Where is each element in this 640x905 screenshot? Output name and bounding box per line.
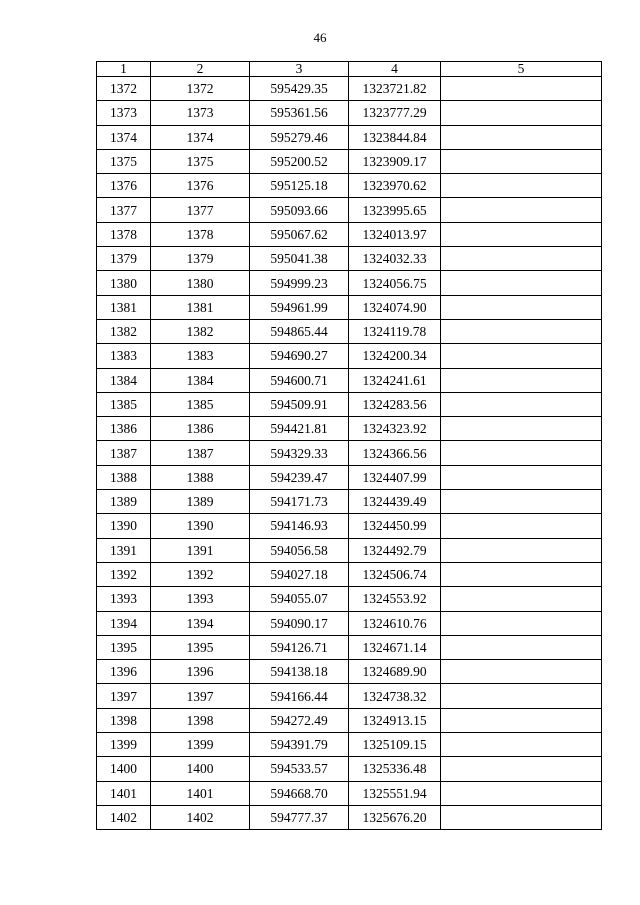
table-cell-col-4: 1325336.48 xyxy=(349,757,441,781)
table-cell-col-5 xyxy=(441,538,602,562)
table-row xyxy=(97,805,602,829)
table-cell-col-3: 594600.71 xyxy=(250,368,349,392)
table-cell-col-4: 1324407.99 xyxy=(349,465,441,489)
table-cell-col-5 xyxy=(441,319,602,343)
table-cell-col-1: 1383 xyxy=(97,344,151,368)
table-cell-col-4: 1323995.65 xyxy=(349,198,441,222)
table-cell-col-3: 594329.33 xyxy=(250,441,349,465)
table-cell-col-5 xyxy=(441,247,602,271)
table-row xyxy=(97,417,602,441)
table-cell-col-2: 1390 xyxy=(151,514,250,538)
table-cell-col-1: 1391 xyxy=(97,538,151,562)
table-cell-col-2: 1376 xyxy=(151,174,250,198)
table-cell-col-4: 1324013.97 xyxy=(349,222,441,246)
table-cell-col-2: 1396 xyxy=(151,660,250,684)
table-cell-col-4: 1325551.94 xyxy=(349,781,441,805)
table-cell-col-2: 1381 xyxy=(151,295,250,319)
table-cell-col-4: 1324439.49 xyxy=(349,490,441,514)
table-cell-col-3: 594668.70 xyxy=(250,781,349,805)
table-cell-col-1: 1402 xyxy=(97,805,151,829)
table-cell-col-2: 1373 xyxy=(151,101,250,125)
table-cell-col-1: 1399 xyxy=(97,733,151,757)
table-cell-col-5 xyxy=(441,781,602,805)
table-cell-col-5 xyxy=(441,465,602,489)
table-cell-col-1: 1393 xyxy=(97,587,151,611)
table-cell-col-5 xyxy=(441,490,602,514)
table-cell-col-3: 594690.27 xyxy=(250,344,349,368)
table-row xyxy=(97,125,602,149)
table-cell-col-3: 595361.56 xyxy=(250,101,349,125)
table-cell-col-4: 1324283.56 xyxy=(349,392,441,416)
table-cell-col-5 xyxy=(441,514,602,538)
table-cell-col-5 xyxy=(441,149,602,173)
table-cell-col-4: 1323909.17 xyxy=(349,149,441,173)
table-cell-col-2: 1402 xyxy=(151,805,250,829)
table-cell-col-4: 1325676.20 xyxy=(349,805,441,829)
table-cell-col-2: 1399 xyxy=(151,733,250,757)
table-cell-col-2: 1394 xyxy=(151,611,250,635)
coordinates-table xyxy=(96,61,602,830)
table-row xyxy=(97,247,602,271)
table-cell-col-1: 1380 xyxy=(97,271,151,295)
table-cell-col-1: 1376 xyxy=(97,174,151,198)
table-cell-col-3: 595041.38 xyxy=(250,247,349,271)
table-cell-col-2: 1389 xyxy=(151,490,250,514)
table-cell-col-5 xyxy=(441,587,602,611)
table-cell-col-2: 1384 xyxy=(151,368,250,392)
table-cell-col-4: 1324366.56 xyxy=(349,441,441,465)
table-cell-col-2: 1398 xyxy=(151,708,250,732)
table-row xyxy=(97,101,602,125)
table-cell-col-4: 1324323.92 xyxy=(349,417,441,441)
table-cell-col-3: 594391.79 xyxy=(250,733,349,757)
table-cell-col-4: 1325109.15 xyxy=(349,733,441,757)
table-cell-col-5 xyxy=(441,757,602,781)
table-row xyxy=(97,77,602,101)
table-cell-col-2: 1397 xyxy=(151,684,250,708)
table-cell-col-4: 1323777.29 xyxy=(349,101,441,125)
table-cell-col-1: 1382 xyxy=(97,319,151,343)
table-cell-col-3: 595279.46 xyxy=(250,125,349,149)
table-row xyxy=(97,611,602,635)
table-cell-col-2: 1380 xyxy=(151,271,250,295)
table-cell-col-5 xyxy=(441,392,602,416)
table-cell-col-3: 594961.99 xyxy=(250,295,349,319)
table-row xyxy=(97,684,602,708)
table-cell-col-1: 1377 xyxy=(97,198,151,222)
table-cell-col-3: 595093.66 xyxy=(250,198,349,222)
table-row xyxy=(97,222,602,246)
table-cell-col-3: 594171.73 xyxy=(250,490,349,514)
table-row xyxy=(97,465,602,489)
table-cell-col-3: 594056.58 xyxy=(250,538,349,562)
table-cell-col-3: 594146.93 xyxy=(250,514,349,538)
table-cell-col-2: 1395 xyxy=(151,635,250,659)
table-cell-col-4: 1324074.90 xyxy=(349,295,441,319)
table-row xyxy=(97,514,602,538)
table-cell-col-3: 594138.18 xyxy=(250,660,349,684)
table-row xyxy=(97,660,602,684)
table-cell-col-4: 1324553.92 xyxy=(349,587,441,611)
table-cell-col-2: 1372 xyxy=(151,77,250,101)
table-cell-col-1: 1378 xyxy=(97,222,151,246)
table-cell-col-5 xyxy=(441,660,602,684)
table-cell-col-2: 1382 xyxy=(151,319,250,343)
table-cell-col-4: 1324913.15 xyxy=(349,708,441,732)
table-row xyxy=(97,562,602,586)
table-cell-col-4: 1324119.78 xyxy=(349,319,441,343)
table-cell-col-1: 1372 xyxy=(97,77,151,101)
table-cell-col-2: 1386 xyxy=(151,417,250,441)
table-cell-col-3: 594272.49 xyxy=(250,708,349,732)
table-row xyxy=(97,441,602,465)
table-row xyxy=(97,708,602,732)
table-cell-col-4: 1323721.82 xyxy=(349,77,441,101)
table-cell-col-3: 594090.17 xyxy=(250,611,349,635)
table-body xyxy=(97,77,602,830)
table-cell-col-3: 595429.35 xyxy=(250,77,349,101)
table-cell-col-1: 1386 xyxy=(97,417,151,441)
table-cell-col-1: 1394 xyxy=(97,611,151,635)
column-header-5: 5 xyxy=(441,62,602,77)
table-cell-col-5 xyxy=(441,222,602,246)
table-cell-col-4: 1323844.84 xyxy=(349,125,441,149)
table-cell-col-4: 1324056.75 xyxy=(349,271,441,295)
table-cell-col-2: 1400 xyxy=(151,757,250,781)
table-cell-col-5 xyxy=(441,125,602,149)
table-row xyxy=(97,174,602,198)
table-cell-col-2: 1378 xyxy=(151,222,250,246)
table-cell-col-3: 594421.81 xyxy=(250,417,349,441)
table-cell-col-5 xyxy=(441,77,602,101)
table-row xyxy=(97,635,602,659)
table-cell-col-5 xyxy=(441,562,602,586)
table-cell-col-5 xyxy=(441,635,602,659)
table-cell-col-1: 1384 xyxy=(97,368,151,392)
table-cell-col-1: 1396 xyxy=(97,660,151,684)
table-cell-col-2: 1383 xyxy=(151,344,250,368)
table-cell-col-1: 1389 xyxy=(97,490,151,514)
table-cell-col-2: 1385 xyxy=(151,392,250,416)
table-cell-col-4: 1323970.62 xyxy=(349,174,441,198)
table-row xyxy=(97,319,602,343)
table-row xyxy=(97,781,602,805)
table-cell-col-5 xyxy=(441,368,602,392)
table-row xyxy=(97,733,602,757)
table-cell-col-3: 594777.37 xyxy=(250,805,349,829)
table-cell-col-1: 1401 xyxy=(97,781,151,805)
table-row xyxy=(97,757,602,781)
table-cell-col-3: 594239.47 xyxy=(250,465,349,489)
table-cell-col-5 xyxy=(441,611,602,635)
table-cell-col-5 xyxy=(441,198,602,222)
table-cell-col-5 xyxy=(441,271,602,295)
table-cell-col-4: 1324032.33 xyxy=(349,247,441,271)
table-row xyxy=(97,587,602,611)
page-number: 46 xyxy=(313,30,327,45)
table-row xyxy=(97,392,602,416)
table-cell-col-2: 1377 xyxy=(151,198,250,222)
table-cell-col-1: 1375 xyxy=(97,149,151,173)
table-row xyxy=(97,198,602,222)
table-cell-col-3: 594166.44 xyxy=(250,684,349,708)
table-cell-col-4: 1324450.99 xyxy=(349,514,441,538)
table-cell-col-3: 594533.57 xyxy=(250,757,349,781)
table-cell-col-2: 1388 xyxy=(151,465,250,489)
column-header-1: 1 xyxy=(97,62,151,77)
table-cell-col-1: 1387 xyxy=(97,441,151,465)
table-cell-col-5 xyxy=(441,295,602,319)
table-cell-col-4: 1324492.79 xyxy=(349,538,441,562)
table-cell-col-2: 1375 xyxy=(151,149,250,173)
table-cell-col-4: 1324671.14 xyxy=(349,635,441,659)
table-cell-col-5 xyxy=(441,441,602,465)
table-cell-col-2: 1379 xyxy=(151,247,250,271)
column-header-4: 4 xyxy=(349,62,441,77)
table-cell-col-2: 1374 xyxy=(151,125,250,149)
table-cell-col-3: 594999.23 xyxy=(250,271,349,295)
table-cell-col-4: 1324241.61 xyxy=(349,368,441,392)
table-header-row xyxy=(97,62,602,77)
table-cell-col-5 xyxy=(441,101,602,125)
table-row xyxy=(97,344,602,368)
table-cell-col-1: 1398 xyxy=(97,708,151,732)
table-cell-col-3: 594865.44 xyxy=(250,319,349,343)
table-cell-col-3: 595200.52 xyxy=(250,149,349,173)
table-cell-col-5 xyxy=(441,174,602,198)
table-cell-col-3: 594126.71 xyxy=(250,635,349,659)
table-cell-col-2: 1392 xyxy=(151,562,250,586)
table-cell-col-1: 1379 xyxy=(97,247,151,271)
table-cell-col-1: 1395 xyxy=(97,635,151,659)
table-row xyxy=(97,271,602,295)
table-cell-col-5 xyxy=(441,708,602,732)
table-cell-col-3: 594027.18 xyxy=(250,562,349,586)
table-cell-col-1: 1392 xyxy=(97,562,151,586)
table-cell-col-5 xyxy=(441,684,602,708)
table-cell-col-3: 594055.07 xyxy=(250,587,349,611)
table-cell-col-5 xyxy=(441,805,602,829)
table-row xyxy=(97,295,602,319)
table-row xyxy=(97,149,602,173)
table-cell-col-1: 1397 xyxy=(97,684,151,708)
table-cell-col-5 xyxy=(441,344,602,368)
table-cell-col-1: 1388 xyxy=(97,465,151,489)
table-cell-col-3: 594509.91 xyxy=(250,392,349,416)
table-cell-col-2: 1401 xyxy=(151,781,250,805)
table-cell-col-2: 1387 xyxy=(151,441,250,465)
column-header-2: 2 xyxy=(151,62,250,77)
table-cell-col-1: 1400 xyxy=(97,757,151,781)
table-cell-col-3: 595067.62 xyxy=(250,222,349,246)
table-cell-col-5 xyxy=(441,733,602,757)
table-row xyxy=(97,368,602,392)
column-header-3: 3 xyxy=(250,62,349,77)
table-cell-col-1: 1374 xyxy=(97,125,151,149)
table-cell-col-4: 1324610.76 xyxy=(349,611,441,635)
table-cell-col-1: 1373 xyxy=(97,101,151,125)
table-cell-col-5 xyxy=(441,417,602,441)
table-row xyxy=(97,490,602,514)
table-cell-col-2: 1391 xyxy=(151,538,250,562)
table-cell-col-4: 1324506.74 xyxy=(349,562,441,586)
table-cell-col-4: 1324200.34 xyxy=(349,344,441,368)
table-cell-col-4: 1324738.32 xyxy=(349,684,441,708)
table-cell-col-1: 1390 xyxy=(97,514,151,538)
table-cell-col-2: 1393 xyxy=(151,587,250,611)
table-cell-col-1: 1385 xyxy=(97,392,151,416)
table-row xyxy=(97,538,602,562)
table-cell-col-4: 1324689.90 xyxy=(349,660,441,684)
table-cell-col-1: 1381 xyxy=(97,295,151,319)
table-cell-col-3: 595125.18 xyxy=(250,174,349,198)
